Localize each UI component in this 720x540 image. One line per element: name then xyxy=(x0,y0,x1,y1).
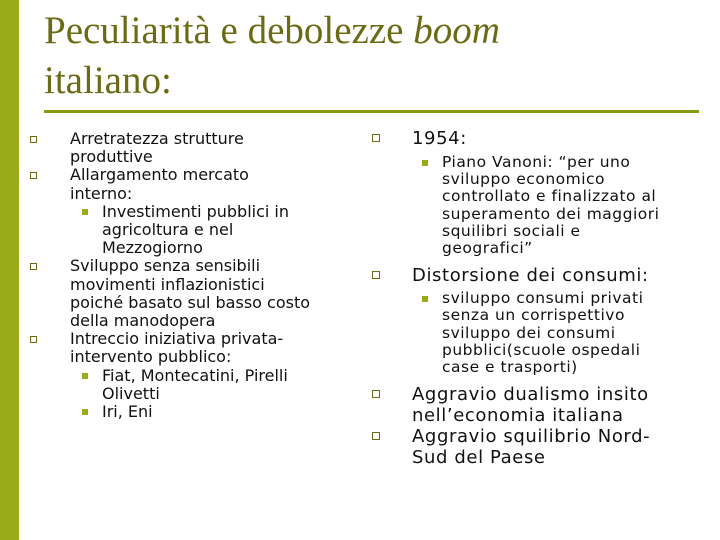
bullet-text: Allargamento mercato interno: xyxy=(70,165,249,203)
sub-bullet-text: Fiat, Montecatini, Pirelli Olivetti xyxy=(102,365,288,403)
square-bullet-icon xyxy=(372,432,380,440)
bullet-text: Aggravio dualismo insito nell’economia italiana xyxy=(412,384,649,427)
bullet-text: 1954: xyxy=(412,128,467,149)
sub-bullet-list xyxy=(70,203,350,258)
bullet-arretratezza xyxy=(30,130,350,166)
sub-bullet-investimenti xyxy=(70,203,350,258)
square-bullet-icon xyxy=(30,136,37,143)
sub-bullet-text: Investimenti pubblici in agricoltura e nel Mezzogiorno xyxy=(102,201,290,258)
bullet-text: Distorsione dei consumi: xyxy=(412,265,649,287)
bullet-text: Arretratezza strutture produttive xyxy=(70,129,244,167)
left-bullet-list xyxy=(30,130,350,421)
square-bullet-icon xyxy=(372,390,380,398)
filled-square-bullet-icon xyxy=(82,409,88,415)
title-part2: italiano: xyxy=(44,59,172,102)
bullet-text: Intreccio iniziativa privata- intervento pubblico: xyxy=(70,329,284,367)
right-bullet-list xyxy=(372,128,702,468)
square-bullet-icon xyxy=(30,336,37,343)
square-bullet-icon xyxy=(30,263,37,270)
title-divider xyxy=(44,110,699,113)
sub-bullet-list xyxy=(412,290,702,376)
sub-bullet-consumi xyxy=(412,290,702,376)
sub-bullet-iri xyxy=(70,403,350,421)
filled-square-bullet-icon xyxy=(82,209,88,215)
sub-bullet-fiat xyxy=(70,367,350,403)
bullet-allargamento xyxy=(30,166,350,257)
sub-bullet-list xyxy=(412,154,702,257)
filled-square-bullet-icon xyxy=(422,160,428,166)
bullet-dualismo xyxy=(372,384,702,426)
bullet-sviluppo xyxy=(30,257,350,330)
bullet-text: Aggravio squilibrio Nord- Sud del Paese xyxy=(412,426,651,469)
sub-bullet-piano-vanoni xyxy=(412,154,702,257)
slide-title xyxy=(44,6,704,106)
bullet-intreccio xyxy=(30,330,350,421)
sub-bullet-text: Iri, Eni xyxy=(102,402,153,422)
title-part1: Peculiarità e debolezze xyxy=(44,9,414,52)
title-emphasis: boom xyxy=(413,9,500,52)
bullet-text: Sviluppo senza sensibili movimenti inflazionistici poiché basato sul basso costo della manodopera xyxy=(70,256,311,331)
square-bullet-icon xyxy=(372,134,380,142)
bullet-squilibrio xyxy=(372,426,702,468)
square-bullet-icon xyxy=(372,271,380,279)
filled-square-bullet-icon xyxy=(422,296,428,302)
bullet-distorsione xyxy=(372,265,702,376)
square-bullet-icon xyxy=(30,172,37,179)
decorative-side-bar xyxy=(0,0,19,540)
bullet-1954 xyxy=(372,128,702,257)
sub-bullet-text: sviluppo consumi privati senza un corrispettivo sviluppo dei consumi pubblici(scuole ospedali case e trasporti) xyxy=(442,289,644,377)
sub-bullet-text: Piano Vanoni: “per uno sviluppo economico controllato e finalizzato al superamento dei maggiori squilibri sociali e geografici” xyxy=(442,153,660,258)
filled-square-bullet-icon xyxy=(82,373,88,379)
sub-bullet-list xyxy=(70,367,350,422)
